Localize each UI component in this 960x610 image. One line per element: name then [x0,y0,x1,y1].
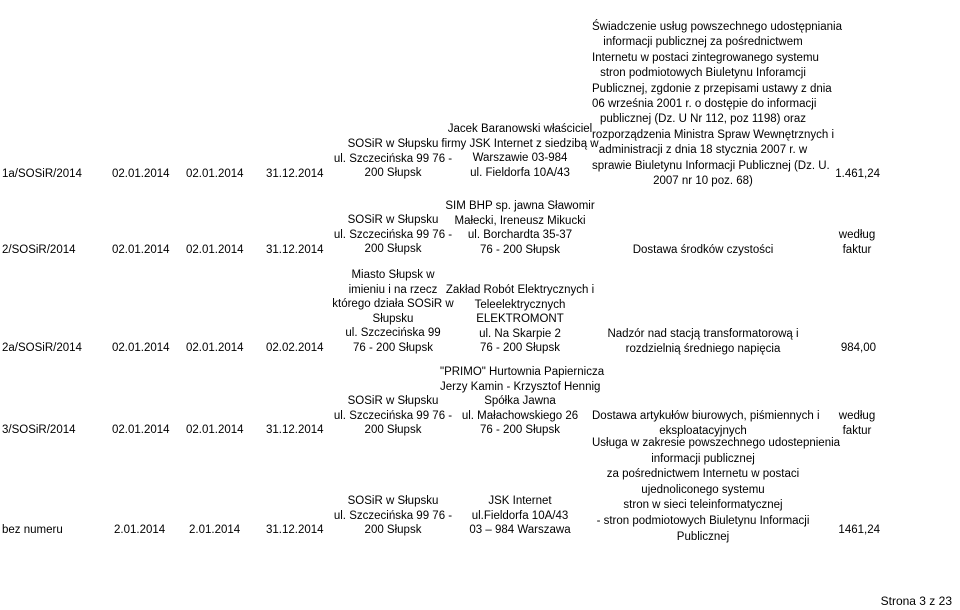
contract-subject: Usługa w zakresie powszechnego udostepnienia informacji publicznej za pośrednictwem Internetu w postaci ujednoliconego systemu stron w sieci teleinformatycznej - stron podmiotowych Biuletynu Informacji Publicznej [592,437,841,543]
contractor: SIM BHP sp. jawna Sławomir Małecki, Ireneusz Mikucki ul. Borchardta 35-37 76 - 200 Słupsk [445,200,595,256]
contractor: Zakład Robót Elektrycznych i Teleelektrycznych ELEKTROMONT ul. Na Skarpie 2 76 - 200 Słupsk [445,284,595,354]
contract-date: 2.01.2014 [114,524,166,536]
contractor: JSK Internet ul.Fieldorfa 10A/43 03 – 984 Warszawa [469,495,571,536]
contract-date: 02.01.2014 [112,424,170,436]
contractor: Jacek Baranowski właściciel firmy JSK Internet z siedzibą w Warszawie 03-984 ul. Fieldorfa 10A/43 [441,123,599,179]
contract-number: 3/SOSiR/2014 [2,424,76,436]
contract-subject: Nadzór nad stacją transformatorową i rozdzielnią średniego napięcia [607,328,799,355]
start-date: 02.01.2014 [186,244,244,256]
contract-date: 02.01.2014 [112,342,170,354]
contract-date: 02.01.2014 [112,244,170,256]
contract-subject: Świadczenie usług powszechnego udostępniania informacji publicznej za pośrednictwem Internetu w postaci zintegrowanego systemu stron podmiotowych Biuletynu Inforamcji Publicznej, zgdonie z przepisami ustawy z dnia 06 września 2001 r. o dostępie do informacji publicznej (Dz. U Nr 112, poz 1198) oraz rozporządzenia Ministra Spraw Wewnętrznych i administracji z dnia 18 stycznia 2007 r. w sprawie Biuletynu Informacji Publicznej (Dz. U. 2007 nr 10 poz. 68) [592,21,842,188]
contract-subject: Dostawa artykułów biurowych, piśmiennych i eksploatacyjnych [592,410,820,437]
ordering-party: Miasto Słupsk w imieniu i na rzecz którego działa SOSiR w Słupsku ul. Szczecińska 99 76 - 200 Słupsk [332,269,454,354]
contract-value: 1461,24 [838,524,880,536]
contract-subject: Dostawa środków czystości [632,244,774,256]
contract-number: 2a/SOSiR/2014 [2,342,82,354]
end-date: 02.02.2014 [266,342,324,354]
end-date: 31.12.2014 [266,424,324,436]
ordering-party: SOSiR w Słupsku ul. Szczecińska 99 76 - 200 Słupsk [333,395,453,436]
contract-number: 2/SOSiR/2014 [2,244,76,256]
start-date: 02.01.2014 [186,168,244,180]
contract-number: bez numeru [2,524,63,536]
contract-number: 1a/SOSiR/2014 [2,168,82,180]
contract-value: 984,00 [840,342,876,354]
ordering-party: SOSiR w Słupsku ul. Szczecińska 99 76 - 200 Słupsk [333,214,453,255]
contract-value: według faktur [838,229,876,256]
start-date: 2.01.2014 [189,524,241,536]
end-date: 31.12.2014 [266,524,324,536]
start-date: 02.01.2014 [186,342,244,354]
ordering-party: SOSiR w Słupsku ul. Szczecińska 99 76 - 200 Słupsk [333,138,453,179]
end-date: 31.12.2014 [266,168,324,180]
contract-value: według faktur [838,410,876,437]
page-number: Strona 3 z 23 [880,594,952,608]
ordering-party: SOSiR w Słupsku ul. Szczecińska 99 76 - 200 Słupsk [333,495,453,536]
contract-date: 02.01.2014 [112,168,170,180]
contractor: "PRIMO" Hurtownia Papiernicza Jerzy Kamin - Krzysztof Hennig Spółka Jawna ul. Małachowskiego 26 76 - 200 Słupsk [440,366,605,436]
end-date: 31.12.2014 [266,244,324,256]
contract-value: 1.461,24 [835,168,880,180]
start-date: 02.01.2014 [186,424,244,436]
